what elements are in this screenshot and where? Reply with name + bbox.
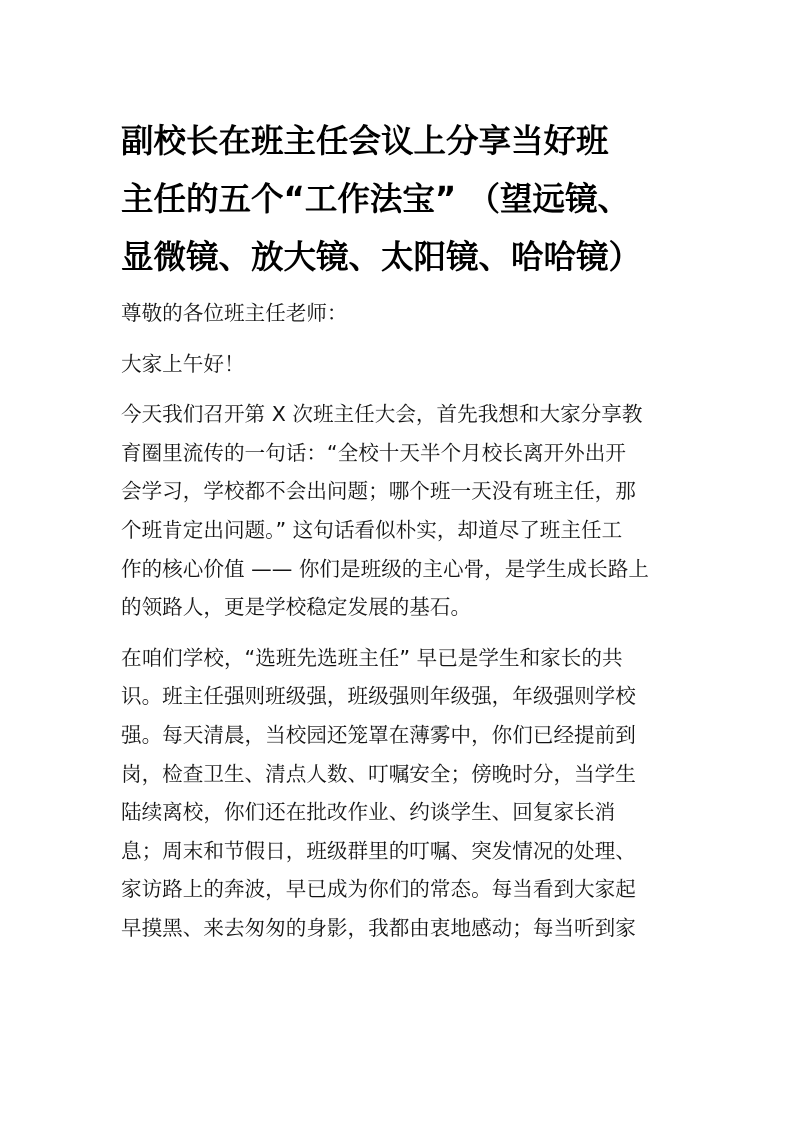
text-line: 作的核心价值 —— 你们是班级的主心骨，是学生成长路上	[121, 556, 649, 581]
text-line: 今天我们召开第 X 次班主任大会，首先我想和大家分享教	[121, 402, 643, 427]
text-line: 育圈里流传的一句话：“全校十天半个月校长离开外出开	[121, 440, 626, 465]
text-line: 识。班主任强则班级强，班级强则年级强，年级强则学校	[121, 684, 636, 709]
text-line: 陆续离校，你们还在批改作业、约谈学生、回复家长消	[121, 800, 616, 825]
text-line: 大家上午好！	[121, 351, 245, 376]
text-line: 在咱们学校，“选班先选班主任” 早已是学生和家长的共	[121, 645, 623, 670]
greeting-paragraph	[121, 345, 673, 384]
text-line: 早摸黑、来去匆匆的身影，我都由衷地感动；每当听到家	[121, 915, 636, 940]
text-line: 会学习，学校都不会出问题；哪个班一天没有班主任，那	[121, 479, 636, 504]
title-line: 主任的五个“工作法宝” （望远镜、	[121, 180, 631, 218]
text-line: 个班肯定出问题。” 这句话看似朴实，却道尽了班主任工	[121, 517, 623, 542]
text-line: 的领路人，更是学校稳定发展的基石。	[121, 595, 472, 620]
text-line: 息；周末和节假日，班级群里的叮嘱、突发情况的处理、	[121, 838, 636, 863]
text-line: 强。每天清晨，当校园还笼罩在薄雾中，你们已经提前到	[121, 722, 636, 747]
text-line: 岗，检查卫生、清点人数、叮嘱安全；傍晚时分，当学生	[121, 761, 636, 786]
body-paragraph-1	[121, 395, 673, 627]
body-paragraph-2	[121, 639, 673, 948]
document-title	[121, 112, 673, 286]
document-page	[121, 112, 673, 960]
title-line: 显微镜、放大镜、太阳镜、哈哈镜）	[121, 238, 642, 276]
salutation-paragraph	[121, 294, 673, 333]
text-line: 家访路上的奔波，早已成为你们的常态。每当看到大家起	[121, 877, 636, 902]
text-line: 尊敬的各位班主任老师：	[121, 301, 348, 325]
title-line: 副校长在班主任会议上分享当好班	[121, 122, 609, 160]
